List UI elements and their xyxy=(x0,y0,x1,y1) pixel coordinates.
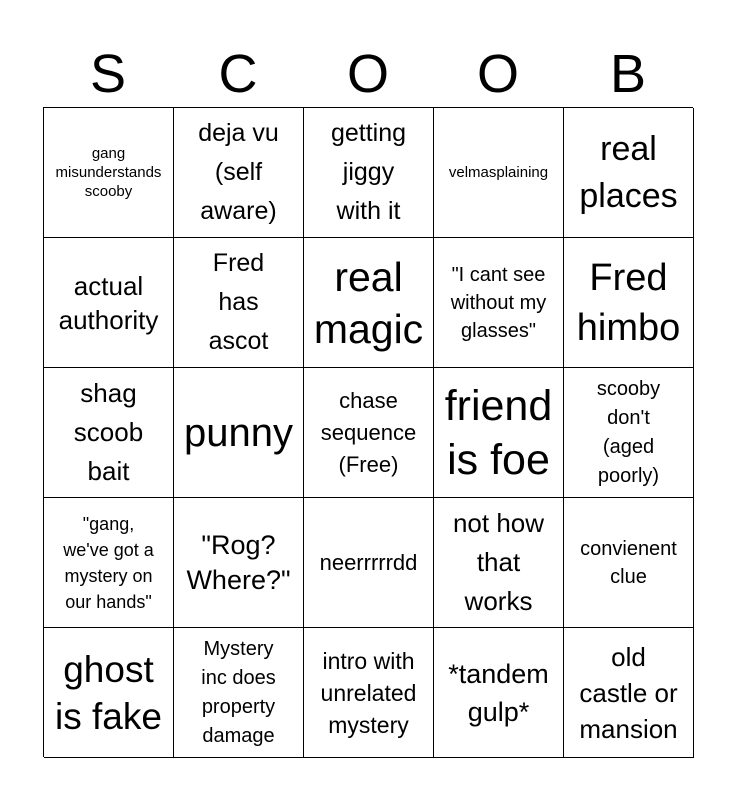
cell-text: deja vu (self aware) xyxy=(198,119,279,225)
cell-text: Fred has ascot xyxy=(208,249,269,355)
cell-text: real magic xyxy=(313,253,424,352)
cell-text: old castle or mansion xyxy=(579,641,678,744)
bingo-cell-r1-c5[interactable] xyxy=(564,108,694,238)
bingo-cell-r3-c5[interactable] xyxy=(564,368,694,498)
cell-text: "gang, we've got a mystery on our hands" xyxy=(63,513,154,612)
bingo-cell-r5-c5[interactable] xyxy=(564,628,694,758)
bingo-cell-r5-c3[interactable] xyxy=(304,628,434,758)
bingo-cell-r2-c2[interactable] xyxy=(174,238,304,368)
bingo-cell-r1-c1[interactable] xyxy=(44,108,174,238)
cell-text: getting jiggy with it xyxy=(330,119,407,225)
cell-text: intro with unrelated mystery xyxy=(320,647,417,738)
bingo-cell-r3-c3[interactable] xyxy=(304,368,434,498)
cell-text: Fred himbo xyxy=(576,256,681,349)
bingo-cell-r4-c3[interactable] xyxy=(304,498,434,628)
cell-text: shag scoob bait xyxy=(73,378,144,486)
bingo-cell-r1-c2[interactable] xyxy=(174,108,304,238)
cell-text: Mystery inc does property damage xyxy=(201,637,276,747)
bingo-cell-r5-c1[interactable] xyxy=(44,628,174,758)
cell-text: actual authority xyxy=(58,270,159,335)
cell-text: neerrrrrdd xyxy=(319,549,418,575)
cell-text: velmasplaining xyxy=(448,164,549,181)
cell-text: "Rog? Where?" xyxy=(186,529,291,595)
bingo-grid xyxy=(43,107,693,757)
bingo-cell-r1-c3[interactable] xyxy=(304,108,434,238)
bingo-cell-r2-c4[interactable] xyxy=(434,238,564,368)
cell-text: "I cant see without my glasses" xyxy=(450,263,547,342)
cell-text: not how that works xyxy=(452,508,545,616)
bingo-cell-r3-c1[interactable] xyxy=(44,368,174,498)
bingo-header xyxy=(43,40,693,108)
header-letter-c: C xyxy=(218,44,258,104)
bingo-cell-r2-c5[interactable] xyxy=(564,238,694,368)
bingo-cell-r4-c4[interactable] xyxy=(434,498,564,628)
bingo-cell-r4-c5[interactable] xyxy=(564,498,694,628)
bingo-cell-r5-c2[interactable] xyxy=(174,628,304,758)
cell-text: scooby don't (aged poorly) xyxy=(596,377,661,487)
bingo-cell-r2-c3[interactable] xyxy=(304,238,434,368)
header-letter-b: B xyxy=(609,44,647,104)
bingo-cell-r3-c2[interactable] xyxy=(174,368,304,498)
bingo-cell-r4-c1[interactable] xyxy=(44,498,174,628)
cell-text: chase sequence (Free) xyxy=(320,387,417,477)
cell-text: gang misunderstands scooby xyxy=(55,145,162,200)
header-letter-s: S xyxy=(89,44,127,104)
bingo-cell-r5-c4[interactable] xyxy=(434,628,564,758)
header-letter-o: O xyxy=(346,44,389,104)
cell-text: ghost is fake xyxy=(55,648,162,737)
bingo-cell-r4-c2[interactable] xyxy=(174,498,304,628)
bingo-cell-r1-c4[interactable] xyxy=(434,108,564,238)
bingo-cell-r2-c1[interactable] xyxy=(44,238,174,368)
cell-text: convienent clue xyxy=(580,537,677,588)
cell-text: real places xyxy=(579,129,678,215)
cell-text: friend is foe xyxy=(444,381,553,484)
cell-text: punny xyxy=(184,410,293,455)
header-letter-o-2: O xyxy=(476,44,519,104)
cell-text: *tandem gulp* xyxy=(448,658,549,727)
bingo-cell-r3-c4[interactable] xyxy=(434,368,564,498)
